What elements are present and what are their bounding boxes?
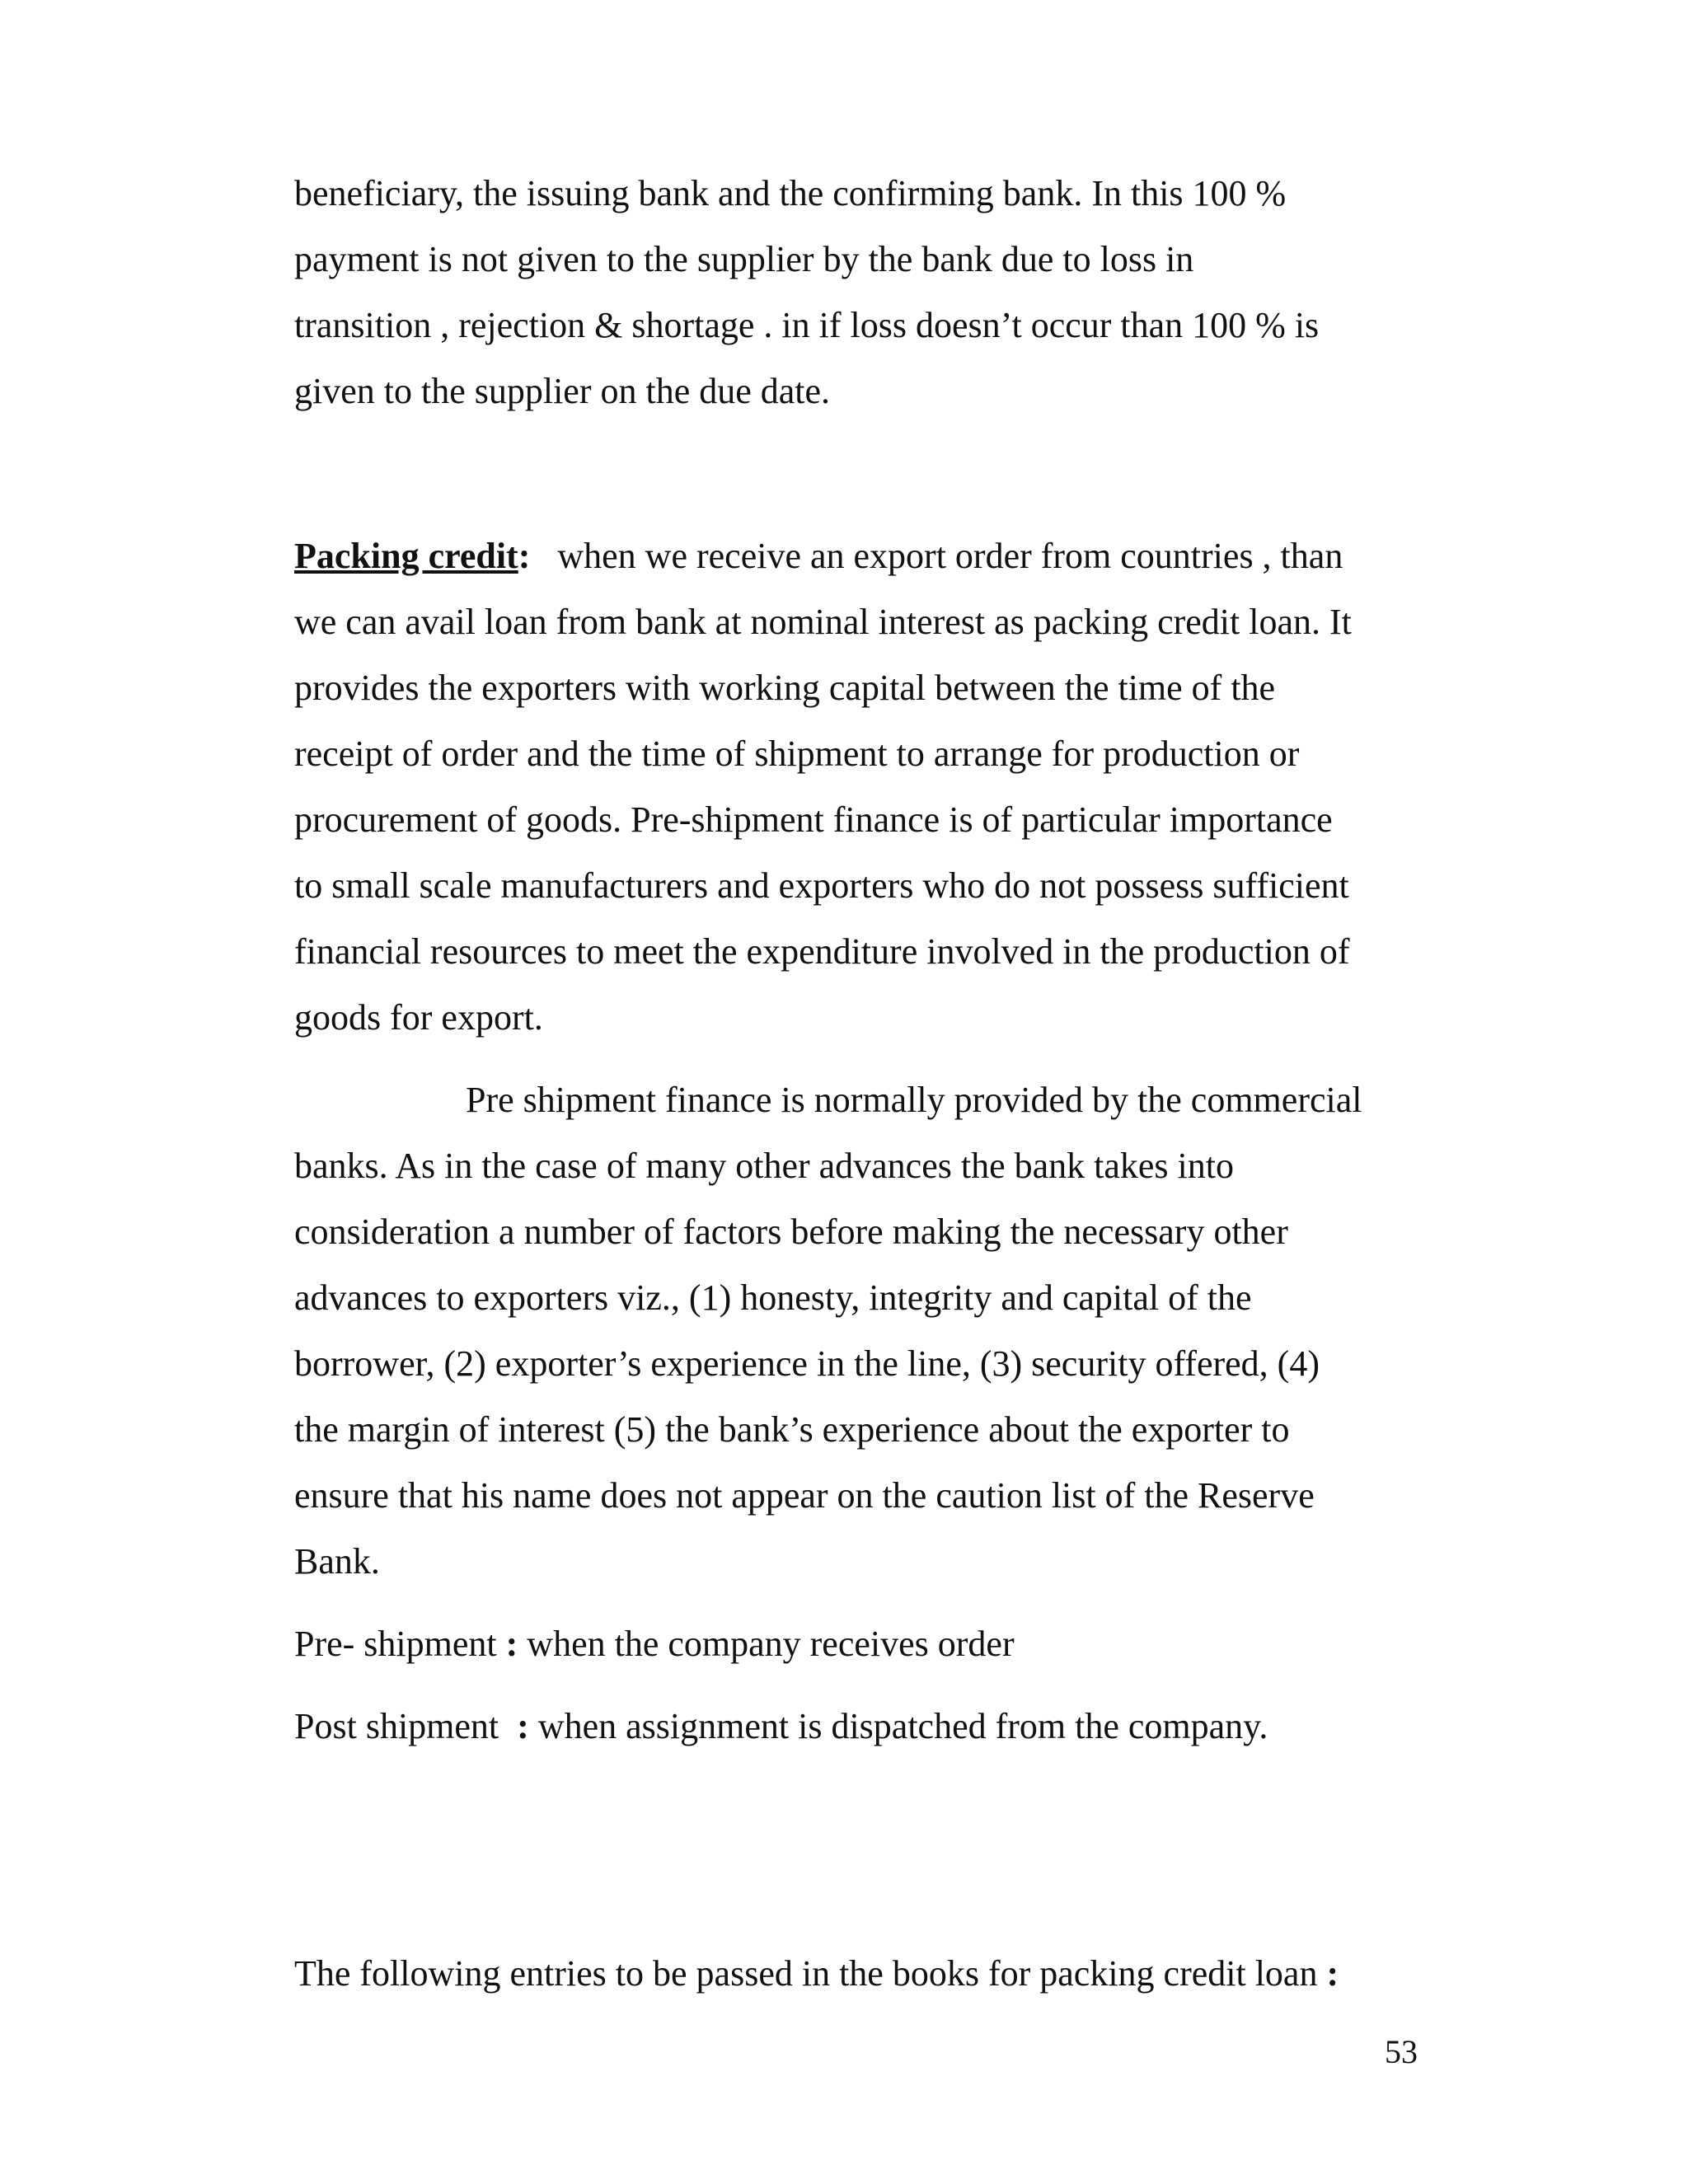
paragraph-1-line-2: payment is not given to the supplier by the bank due to loss in: [294, 239, 1194, 279]
packing-credit-line-8: goods for export.: [294, 997, 543, 1038]
post-shipment-colon: :: [517, 1706, 529, 1746]
paragraph-1-line-4: given to the supplier on the due date.: [294, 371, 831, 411]
packing-credit-colon: :: [518, 536, 531, 576]
paragraph-3-line-2: banks. As in the case of many other advances the bank takes into: [294, 1146, 1235, 1186]
packing-credit-first-line-text: when we receive an export order from countries , than: [530, 536, 1343, 576]
pre-shipment-definition: [294, 1611, 1015, 1677]
paragraph-3-line-8: Bank.: [294, 1541, 380, 1582]
post-shipment-text: when assignment is dispatched from the company.: [528, 1706, 1268, 1746]
paragraph-3-line-4: advances to exporters viz., (1) honesty, integrity and capital of the: [294, 1277, 1252, 1318]
pre-shipment-text: when the company receives order: [518, 1624, 1015, 1664]
paragraph-3-line-7: ensure that his name does not appear on the caution list of the Reserve: [294, 1475, 1315, 1516]
packing-credit-heading: Packing credit: [294, 536, 518, 576]
packing-credit-line-3: provides the exporters with working capital between the time of the: [294, 668, 1276, 708]
post-shipment-term: Post shipment: [294, 1706, 518, 1746]
pre-shipment-colon: :: [505, 1624, 518, 1664]
paragraph-1-line-3: transition , rejection & shortage . in if loss doesn’t occur than 100 % is: [294, 305, 1320, 345]
entries-intro-text: The following entries to be passed in the books for packing credit loan: [294, 1953, 1327, 1994]
paragraph-3-line-3: consideration a number of factors before making the necessary other: [294, 1212, 1288, 1252]
entries-intro-line: [294, 1941, 1339, 2007]
packing-credit-line-2: we can avail loan from bank at nominal interest as packing credit loan. It: [294, 602, 1352, 642]
packing-credit-first-line: [294, 523, 1343, 589]
post-shipment-definition: [294, 1694, 1268, 1760]
paragraph-3-line-5: borrower, (2) exporter’s experience in the line, (3) security offered, (4): [294, 1343, 1320, 1384]
packing-credit-line-5: procurement of goods. Pre-shipment finance is of particular importance: [294, 799, 1333, 840]
pre-shipment-term: Pre- shipment: [294, 1624, 506, 1664]
entries-intro-colon: :: [1326, 1953, 1339, 1994]
packing-credit-line-4: receipt of order and the time of shipment to arrange for production or: [294, 733, 1300, 774]
page-number: 53: [1385, 2033, 1418, 2070]
packing-credit-line-6: to small scale manufacturers and exporters who do not possess sufficient: [294, 865, 1349, 906]
packing-credit-line-7: financial resources to meet the expenditure involved in the production of: [294, 931, 1350, 972]
paragraph-3-line-1: Pre shipment finance is normally provided by the commercial: [466, 1080, 1362, 1120]
paragraph-3-line-6: the margin of interest (5) the bank’s experience about the exporter to: [294, 1409, 1290, 1450]
paragraph-1-line-1: beneficiary, the issuing bank and the confirming bank. In this 100 %: [294, 173, 1287, 213]
